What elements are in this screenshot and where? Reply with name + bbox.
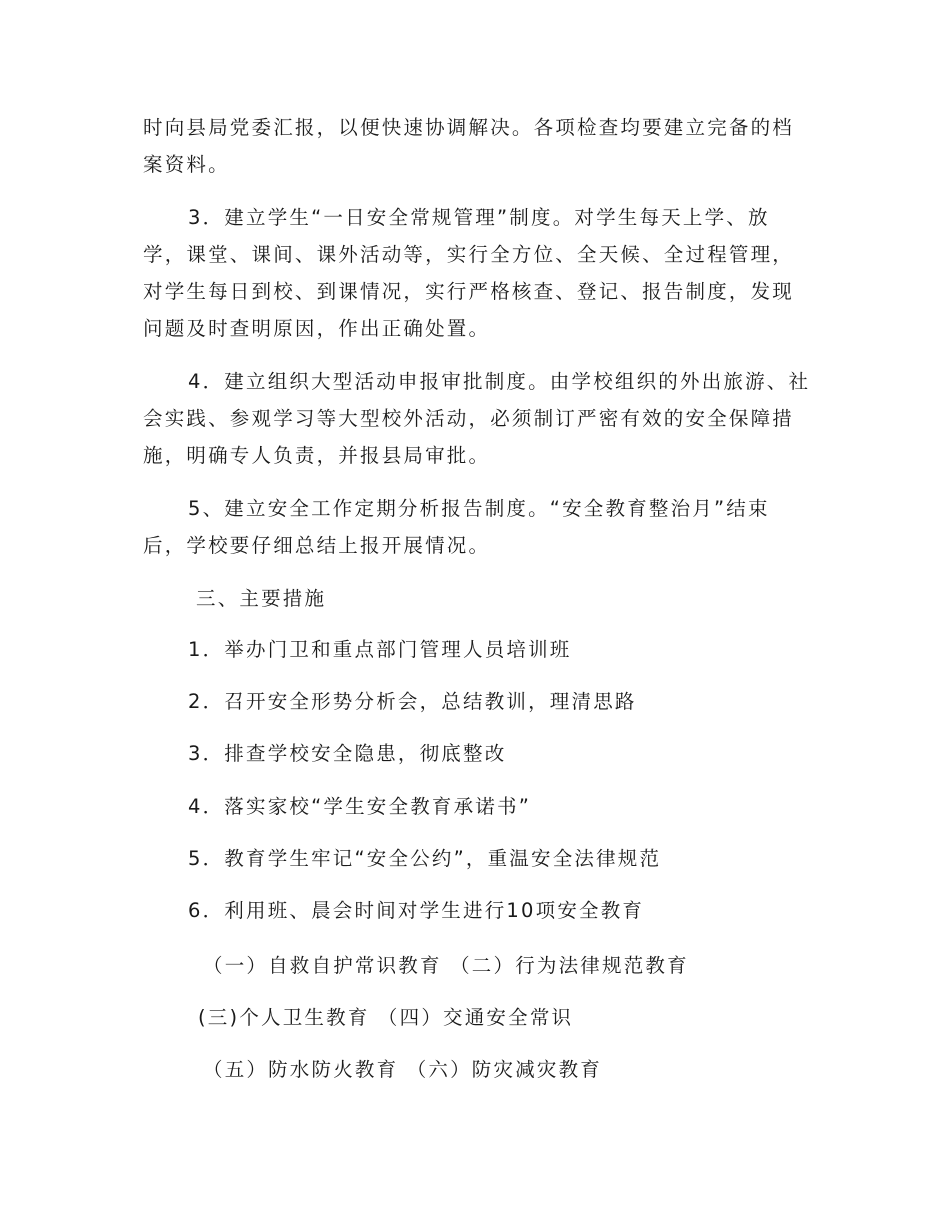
text-line-5: 对学生每日到校、到课情况，实行严格核查、登记、报告制度，发现: [143, 280, 795, 303]
text-line-1: 时向县局党委汇报，以便快速协调解决。各项检查均要建立完备的档: [143, 116, 795, 139]
section-heading: 三、主要措施: [196, 587, 327, 610]
text-line-2: 案资料。: [143, 153, 230, 176]
measure-item-1: 1．举办门卫和重点部门管理人员培训班: [188, 638, 572, 661]
text-line-3: 3．建立学生“一日安全常规管理”制度。对学生每天上学、放: [188, 206, 770, 229]
measure-item-5: 5．教育学生牢记“安全公约”，重温安全法律规范: [188, 847, 662, 870]
education-topics-row-2: (三)个人卫生教育 （四）交通安全常识: [198, 1006, 574, 1029]
text-line-8: 会实践、参观学习等大型校外活动，必须制订严密有效的安全保障措: [143, 407, 795, 430]
measure-item-4: 4．落实家校“学生安全教育承诺书”: [188, 795, 532, 818]
text-line-6: 问题及时查明原因，作出正确处置。: [143, 317, 491, 340]
education-topics-row-3: （五）防水防火教育 （六）防灾减灾教育: [203, 1058, 602, 1081]
text-line-10: 5、建立安全工作定期分析报告制度。“安全教育整治月”结束: [188, 497, 770, 520]
text-line-4: 学，课堂、课间、课外活动等，实行全方位、全天候、全过程管理，: [143, 243, 795, 266]
measure-item-2: 2．召开安全形势分析会，总结教训，理清思路: [188, 690, 637, 713]
measure-item-3: 3．排查学校安全隐患，彻底整改: [188, 742, 507, 765]
education-topics-row-1: （一）自救自护常识教育 （二）行为法律规范教育: [203, 954, 689, 977]
text-line-7: 4．建立组织大型活动申报审批制度。由学校组织的外出旅游、社: [188, 370, 811, 393]
text-line-11: 后，学校要仔细总结上报开展情况。: [143, 534, 491, 557]
measure-item-6: 6．利用班、晨会时间对学生进行10项安全教育: [188, 899, 645, 922]
text-line-9: 施，明确专人负责，并报县局审批。: [143, 444, 491, 467]
